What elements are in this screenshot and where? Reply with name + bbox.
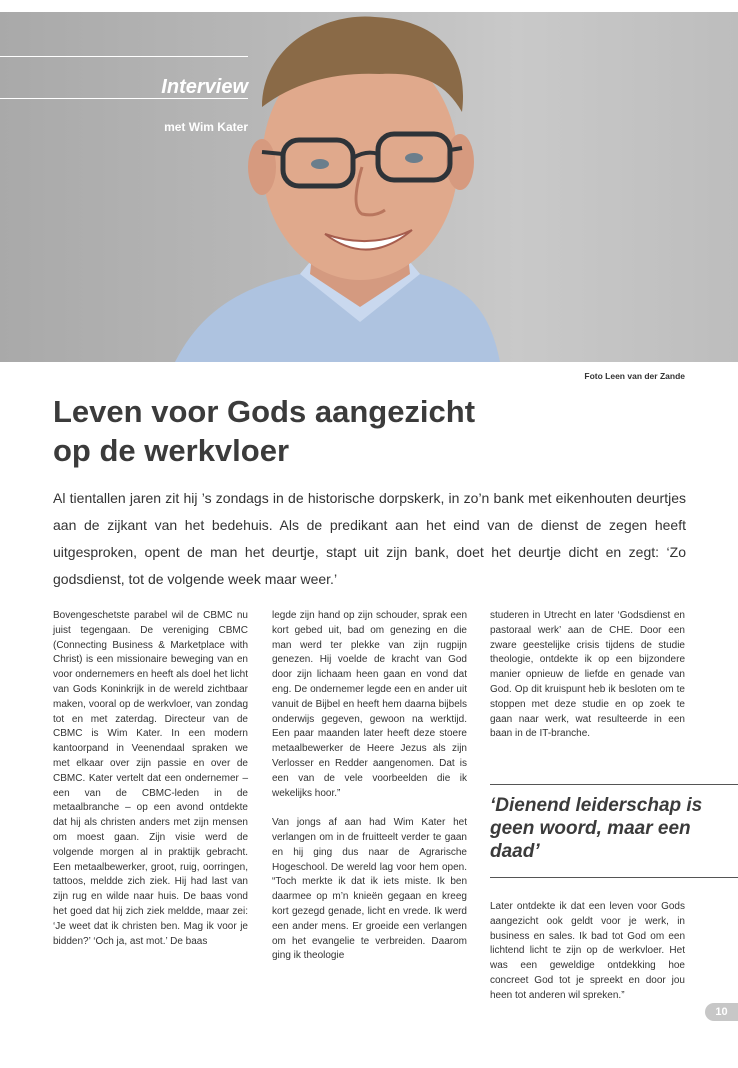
column-2-paragraph-2: Van jongs af aan had Wim Kater het verlangen om in de fruitteelt verder te gaan en hij ging dus naar de Agrarische Hogeschool. De wereld lag voor hem open. “Toch merkte ik dat ik iets miste. Ik ben daarmee op m’n knieën gegaan en kreeg kort gezegd genade, licht en vrede. Ik werd een ander mens. Er groeide een verlangen om het evangelie te verbreiden. Daarom ging ik theologie [272,817,467,962]
column-3-paragraph-2: Later ontdekte ik dat een leven voor Gods aangezicht ook geldt voor je werk, in business en sales. Ik bad tot God om een lichtend licht te zijn op de werkvloer. Het was een geweldige ontdekking hoe concreet God tot je spreekt en door jou heen tot anderen wil spreken.” [490,901,685,1001]
column-1-paragraph-1: Bovengeschetste parabel wil de CBMC nu juist tegengaan. De vereniging CBMC (Connecting Business & Marketplace with Christ) is een missionaire beweging van en voor ondernemers en heeft als doel het licht van Gods Koninkrijk in de wereld zichtbaar maken, vooral op de werkvloer, van zondag tot en met zaterdag. Directeur van de CBMC is Wim Kater. In een modern kantoorpand in Veenendaal spraken we met elkaar over zijn passie en over de CBMC. Kater vertelt dat een ondernemer – een van de CBMC-leden in de metaalbranche – op een avond ontdekte dat hij als christen anders met zijn mensen om moest gaan. Zijn visie werd de volgende morgen al in praktijk gebracht. Een metaalbewerker, groot, ruig, oorringen, tattoos, meldde zich ziek. Hij had last van zijn rug en wilde naar huis. De baas vond het goed dat hij zich ziek meldde, maar zei: ‘Je weet dat ik christen ben. Mag ik voor je bidden?’ ‘Och ja, ast mot.’ De baas [53,610,248,947]
column-3-continued [490,900,685,1004]
article-lead: Al tientallen jaren zit hij ’s zondags in de historische dorpskerk, in zo’n bank met eikenhouten deurtjes aan de zijkant van het bedehuis. Als de predikant aan het eind van de dienst de zegen heeft uitgesproken, opent de man het deurtje, stapt uit zijn bank, doet het deurtje dicht en zegt: ‘Zo godsdienst, tot de volgende week maar weer.’ [53,490,686,587]
column-1 [53,609,248,949]
pull-quote: ‘Dienend leiderschap is geen woord, maar een daad’ [490,795,703,862]
title-line-2: op de werkvloer [53,433,290,468]
pull-quote-bottom-rule [490,877,738,878]
header-photo [0,12,738,362]
article-title [53,392,693,470]
interview-subtitle: met Wim Kater [164,120,248,134]
kicker-bottom-line [0,98,248,99]
page-number-badge: 10 [705,1003,738,1021]
photo-credit: Foto Leen van der Zande [584,371,685,381]
section-kicker: Interview [161,76,248,98]
title-line-1: Leven voor Gods aangezicht [53,394,476,429]
column-2-paragraph-1: legde zijn hand op zijn schouder, sprak een kort gebed uit, bad om genezing en die man werd ter plekke van zijn rugpijn genezen. Hij voelde de kracht van God door zijn lichaam heen gaan en vond dat eng. De ondernemer legde een en ander uit vanuit de Bijbel en heeft hem daarna bijbels onderwijs gegeven, gewoon na werktijd. Een paar maanden later heeft deze stoere metaalbewerker de Heere Jezus als zijn Verlosser en Redder aangenomen. Dat is een van de vele voorbeelden die ik wekelijks hoor.” [272,610,467,799]
column-3 [490,609,685,742]
column-3-paragraph-1: studeren in Utrecht en later ‘Godsdienst en pastoraal werk’ aan de CHE. Door een zware geestelijke crisis tijdens de studie theologie, ontdekte ik op een bijzondere manier opnieuw de liefde en genade van God. Op dit kruispunt heb ik besloten om te stoppen met deze studie en op zoek te gaan naar werk, wat resulteerde in een baan in de IT-branche. [490,610,685,740]
column-2 [272,609,467,964]
pull-quote-top-rule [490,784,738,785]
portrait-photo-icon [0,12,738,362]
kicker-top-line [0,56,248,57]
